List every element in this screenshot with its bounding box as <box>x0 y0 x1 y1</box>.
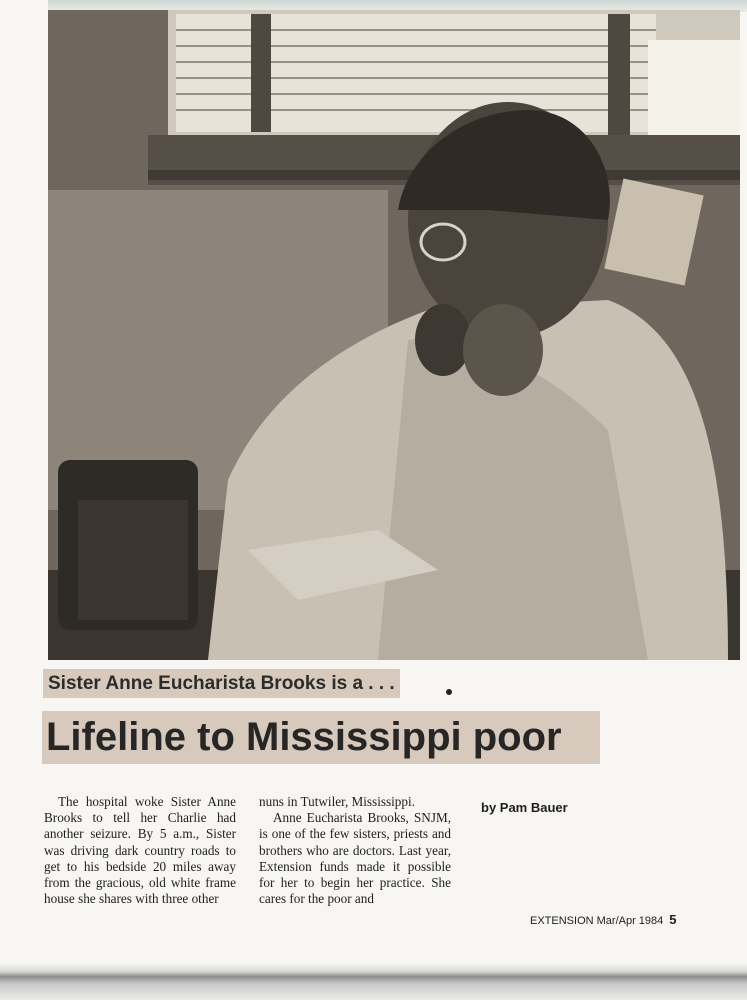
page-footer <box>530 912 677 927</box>
byline: by Pam Bauer <box>481 800 568 815</box>
photo-illustration <box>48 10 740 660</box>
body-paragraph: The hospital woke Sister Anne Brooks to tell her Charlie had another seizure. By 5 a.m., Sister was driving dark country roads to get to his bedside 20 miles away from the gracious, old white frame house she shares with three other <box>44 794 236 907</box>
stray-dot <box>446 689 452 695</box>
body-paragraph: Anne Eucharista Brooks, SNJM, is one of the few sisters, priests and brothers who are doctors. Last year, Extension funds made it possible for her to begin her practice. She cares for the poor and <box>259 810 451 907</box>
body-paragraph: nuns in Tutwiler, Mississippi. <box>259 794 415 809</box>
publication-name: EXTENSION Mar/Apr 1984 <box>530 915 664 927</box>
article-kicker: Sister Anne Eucharista Brooks is a . . . <box>43 669 400 698</box>
body-column-1 <box>44 794 236 907</box>
article-headline: Lifeline to Mississippi poor <box>42 711 600 764</box>
article-photo <box>48 10 740 660</box>
body-column-2 <box>259 794 451 907</box>
page-bottom-edge <box>0 964 747 1000</box>
page-number: 5 <box>669 912 677 927</box>
